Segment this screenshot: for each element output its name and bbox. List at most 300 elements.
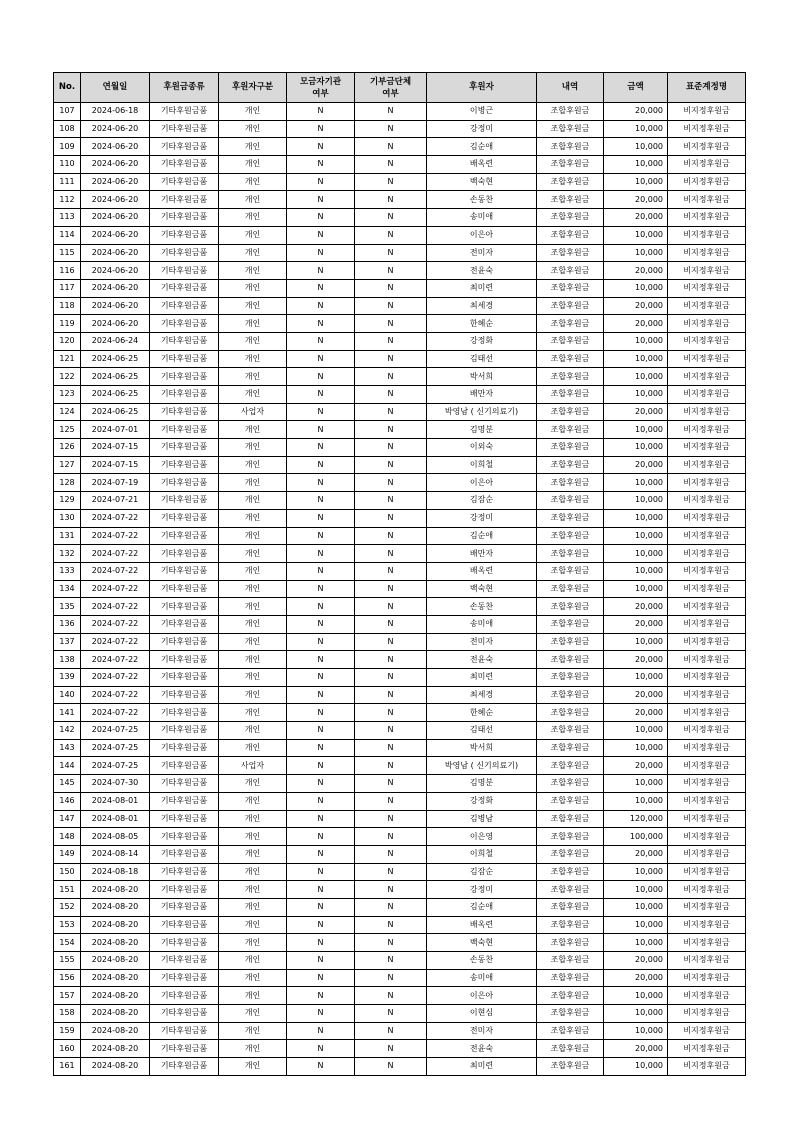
cell-type: 기타후원금품 xyxy=(150,669,219,687)
cell-date: 2024-07-22 xyxy=(81,633,150,651)
cell-donor: 김순애 xyxy=(427,138,537,156)
cell-account: 비지정후원금 xyxy=(668,615,746,633)
cell-group: N xyxy=(355,279,427,297)
table-row xyxy=(54,739,746,757)
cell-amount: 10,000 xyxy=(604,279,668,297)
cell-type: 기타후원금품 xyxy=(150,863,219,881)
cell-donor: 이은영 xyxy=(427,828,537,846)
cell-account: 비지정후원금 xyxy=(668,1005,746,1023)
table-row xyxy=(54,810,746,828)
cell-donor-class: 개인 xyxy=(219,1022,287,1040)
cell-fund-org: N xyxy=(287,1005,355,1023)
cell-no: 123 xyxy=(54,386,81,404)
cell-detail: 조합후원금 xyxy=(537,509,604,527)
cell-account: 비지정후원금 xyxy=(668,1040,746,1058)
cell-no: 111 xyxy=(54,173,81,191)
cell-fund-org: N xyxy=(287,509,355,527)
cell-no: 136 xyxy=(54,615,81,633)
cell-account: 비지정후원금 xyxy=(668,297,746,315)
cell-detail: 조합후원금 xyxy=(537,209,604,227)
cell-donor-class: 개인 xyxy=(219,863,287,881)
header-group xyxy=(355,73,427,103)
cell-account: 비지정후원금 xyxy=(668,315,746,333)
cell-donor-class: 개인 xyxy=(219,987,287,1005)
cell-fund-org: N xyxy=(287,403,355,421)
cell-fund-org: N xyxy=(287,315,355,333)
cell-detail: 조합후원금 xyxy=(537,138,604,156)
cell-group: N xyxy=(355,527,427,545)
cell-fund-org: N xyxy=(287,368,355,386)
cell-amount: 10,000 xyxy=(604,934,668,952)
cell-donor-class: 개인 xyxy=(219,262,287,280)
cell-amount: 10,000 xyxy=(604,332,668,350)
cell-account: 비지정후원금 xyxy=(668,722,746,740)
cell-group: N xyxy=(355,633,427,651)
cell-amount: 20,000 xyxy=(604,686,668,704)
cell-group: N xyxy=(355,421,427,439)
cell-group: N xyxy=(355,598,427,616)
cell-donor: 이외숙 xyxy=(427,439,537,457)
cell-no: 127 xyxy=(54,456,81,474)
cell-detail: 조합후원금 xyxy=(537,456,604,474)
table-row xyxy=(54,545,746,563)
cell-account: 비지정후원금 xyxy=(668,686,746,704)
cell-type: 기타후원금품 xyxy=(150,615,219,633)
table-row xyxy=(54,633,746,651)
cell-detail: 조합후원금 xyxy=(537,598,604,616)
cell-detail: 조합후원금 xyxy=(537,1022,604,1040)
cell-no: 128 xyxy=(54,474,81,492)
table-row xyxy=(54,845,746,863)
table-row xyxy=(54,191,746,209)
cell-no: 133 xyxy=(54,562,81,580)
cell-fund-org: N xyxy=(287,456,355,474)
cell-account: 비지정후원금 xyxy=(668,1058,746,1076)
table-row xyxy=(54,173,746,191)
cell-account: 비지정후원금 xyxy=(668,138,746,156)
cell-group: N xyxy=(355,1058,427,1076)
table-row xyxy=(54,1022,746,1040)
cell-date: 2024-07-22 xyxy=(81,669,150,687)
cell-donor: 한혜순 xyxy=(427,315,537,333)
cell-fund-org: N xyxy=(287,244,355,262)
cell-donor: 전윤숙 xyxy=(427,651,537,669)
cell-no: 120 xyxy=(54,332,81,350)
cell-date: 2024-07-22 xyxy=(81,615,150,633)
cell-fund-org: N xyxy=(287,810,355,828)
cell-donor: 백숙현 xyxy=(427,934,537,952)
cell-date: 2024-07-22 xyxy=(81,545,150,563)
cell-account: 비지정후원금 xyxy=(668,828,746,846)
cell-type: 기타후원금품 xyxy=(150,156,219,174)
cell-account: 비지정후원금 xyxy=(668,421,746,439)
table-row xyxy=(54,156,746,174)
cell-no: 109 xyxy=(54,138,81,156)
cell-no: 122 xyxy=(54,368,81,386)
cell-donor: 한혜순 xyxy=(427,704,537,722)
donation-table xyxy=(53,72,746,1076)
cell-amount: 20,000 xyxy=(604,297,668,315)
cell-fund-org: N xyxy=(287,421,355,439)
cell-donor-class: 개인 xyxy=(219,669,287,687)
cell-donor: 최미련 xyxy=(427,1058,537,1076)
cell-date: 2024-08-18 xyxy=(81,863,150,881)
cell-amount: 10,000 xyxy=(604,439,668,457)
cell-donor-class: 개인 xyxy=(219,368,287,386)
cell-date: 2024-06-20 xyxy=(81,297,150,315)
cell-amount: 10,000 xyxy=(604,722,668,740)
cell-date: 2024-07-15 xyxy=(81,456,150,474)
cell-type: 기타후원금품 xyxy=(150,315,219,333)
cell-amount: 20,000 xyxy=(604,615,668,633)
cell-amount: 20,000 xyxy=(604,952,668,970)
cell-date: 2024-06-25 xyxy=(81,368,150,386)
cell-detail: 조합후원금 xyxy=(537,916,604,934)
cell-detail: 조합후원금 xyxy=(537,757,604,775)
cell-group: N xyxy=(355,739,427,757)
cell-type: 기타후원금품 xyxy=(150,845,219,863)
cell-donor-class: 사업자 xyxy=(219,403,287,421)
cell-amount: 20,000 xyxy=(604,209,668,227)
cell-fund-org: N xyxy=(287,845,355,863)
cell-no: 118 xyxy=(54,297,81,315)
cell-type: 기타후원금품 xyxy=(150,1040,219,1058)
cell-donor: 배옥련 xyxy=(427,916,537,934)
header-fund-org xyxy=(287,73,355,103)
cell-fund-org: N xyxy=(287,757,355,775)
table-row xyxy=(54,456,746,474)
cell-detail: 조합후원금 xyxy=(537,492,604,510)
cell-account: 비지정후원금 xyxy=(668,580,746,598)
cell-fund-org: N xyxy=(287,615,355,633)
cell-fund-org: N xyxy=(287,1040,355,1058)
cell-fund-org: N xyxy=(287,492,355,510)
cell-detail: 조합후원금 xyxy=(537,580,604,598)
cell-detail: 조합후원금 xyxy=(537,704,604,722)
cell-date: 2024-07-30 xyxy=(81,775,150,793)
cell-date: 2024-07-22 xyxy=(81,562,150,580)
table-row xyxy=(54,120,746,138)
cell-amount: 10,000 xyxy=(604,987,668,1005)
cell-no: 161 xyxy=(54,1058,81,1076)
cell-donor-class: 개인 xyxy=(219,527,287,545)
cell-detail: 조합후원금 xyxy=(537,969,604,987)
cell-donor-class: 개인 xyxy=(219,969,287,987)
cell-detail: 조합후원금 xyxy=(537,775,604,793)
cell-date: 2024-06-20 xyxy=(81,279,150,297)
cell-detail: 조합후원금 xyxy=(537,262,604,280)
cell-donor: 백숙현 xyxy=(427,173,537,191)
header-amount: 금액 xyxy=(604,73,668,103)
cell-detail: 조합후원금 xyxy=(537,403,604,421)
cell-donor-class: 개인 xyxy=(219,704,287,722)
cell-date: 2024-08-20 xyxy=(81,952,150,970)
cell-no: 149 xyxy=(54,845,81,863)
cell-no: 131 xyxy=(54,527,81,545)
cell-no: 160 xyxy=(54,1040,81,1058)
cell-amount: 10,000 xyxy=(604,775,668,793)
cell-amount: 20,000 xyxy=(604,1040,668,1058)
cell-date: 2024-07-22 xyxy=(81,598,150,616)
cell-donor-class: 개인 xyxy=(219,226,287,244)
table-row xyxy=(54,686,746,704)
cell-date: 2024-08-20 xyxy=(81,1005,150,1023)
cell-amount: 20,000 xyxy=(604,651,668,669)
cell-date: 2024-06-20 xyxy=(81,138,150,156)
cell-no: 141 xyxy=(54,704,81,722)
cell-donor: 김병남 xyxy=(427,810,537,828)
cell-amount: 10,000 xyxy=(604,156,668,174)
cell-donor: 배만자 xyxy=(427,386,537,404)
cell-detail: 조합후원금 xyxy=(537,350,604,368)
cell-type: 기타후원금품 xyxy=(150,332,219,350)
cell-donor-class: 개인 xyxy=(219,279,287,297)
cell-donor-class: 개인 xyxy=(219,686,287,704)
cell-group: N xyxy=(355,332,427,350)
cell-account: 비지정후원금 xyxy=(668,279,746,297)
cell-donor: 손동찬 xyxy=(427,952,537,970)
cell-detail: 조합후원금 xyxy=(537,810,604,828)
table-row xyxy=(54,669,746,687)
cell-fund-org: N xyxy=(287,952,355,970)
cell-donor-class: 개인 xyxy=(219,545,287,563)
cell-fund-org: N xyxy=(287,209,355,227)
table-row xyxy=(54,492,746,510)
cell-no: 124 xyxy=(54,403,81,421)
cell-account: 비지정후원금 xyxy=(668,244,746,262)
cell-donor: 최세경 xyxy=(427,297,537,315)
cell-account: 비지정후원금 xyxy=(668,474,746,492)
cell-detail: 조합후원금 xyxy=(537,739,604,757)
cell-donor-class: 개인 xyxy=(219,1005,287,1023)
cell-detail: 조합후원금 xyxy=(537,368,604,386)
cell-donor-class: 개인 xyxy=(219,138,287,156)
cell-no: 114 xyxy=(54,226,81,244)
cell-donor: 전미자 xyxy=(427,244,537,262)
cell-donor: 최미련 xyxy=(427,279,537,297)
cell-fund-org: N xyxy=(287,103,355,121)
cell-date: 2024-07-25 xyxy=(81,739,150,757)
cell-group: N xyxy=(355,103,427,121)
cell-amount: 10,000 xyxy=(604,545,668,563)
cell-account: 비지정후원금 xyxy=(668,350,746,368)
cell-amount: 10,000 xyxy=(604,580,668,598)
table-row xyxy=(54,969,746,987)
cell-no: 112 xyxy=(54,191,81,209)
cell-group: N xyxy=(355,969,427,987)
cell-group: N xyxy=(355,562,427,580)
header-date: 연월일 xyxy=(81,73,150,103)
table-row xyxy=(54,952,746,970)
cell-amount: 10,000 xyxy=(604,244,668,262)
cell-type: 기타후원금품 xyxy=(150,120,219,138)
cell-type: 기타후원금품 xyxy=(150,279,219,297)
cell-type: 기타후원금품 xyxy=(150,757,219,775)
cell-detail: 조합후원금 xyxy=(537,103,604,121)
header-donor: 후원자 xyxy=(427,73,537,103)
cell-fund-org: N xyxy=(287,863,355,881)
cell-type: 기타후원금품 xyxy=(150,651,219,669)
cell-group: N xyxy=(355,120,427,138)
cell-account: 비지정후원금 xyxy=(668,403,746,421)
cell-donor-class: 개인 xyxy=(219,722,287,740)
cell-detail: 조합후원금 xyxy=(537,527,604,545)
cell-type: 기타후원금품 xyxy=(150,898,219,916)
cell-group: N xyxy=(355,456,427,474)
cell-donor-class: 개인 xyxy=(219,775,287,793)
cell-fund-org: N xyxy=(287,722,355,740)
cell-group: N xyxy=(355,156,427,174)
cell-type: 기타후원금품 xyxy=(150,421,219,439)
table-row xyxy=(54,386,746,404)
cell-account: 비지정후원금 xyxy=(668,898,746,916)
cell-donor-class: 개인 xyxy=(219,509,287,527)
cell-group: N xyxy=(355,810,427,828)
cell-date: 2024-06-20 xyxy=(81,244,150,262)
cell-donor: 김태선 xyxy=(427,722,537,740)
cell-type: 기타후원금품 xyxy=(150,173,219,191)
cell-donor-class: 개인 xyxy=(219,598,287,616)
cell-detail: 조합후원금 xyxy=(537,1058,604,1076)
cell-date: 2024-08-01 xyxy=(81,792,150,810)
cell-fund-org: N xyxy=(287,651,355,669)
cell-account: 비지정후원금 xyxy=(668,191,746,209)
cell-amount: 10,000 xyxy=(604,1058,668,1076)
cell-donor: 배만자 xyxy=(427,545,537,563)
cell-fund-org: N xyxy=(287,969,355,987)
cell-group: N xyxy=(355,439,427,457)
cell-type: 기타후원금품 xyxy=(150,580,219,598)
cell-date: 2024-08-20 xyxy=(81,1040,150,1058)
cell-no: 138 xyxy=(54,651,81,669)
cell-donor-class: 개인 xyxy=(219,173,287,191)
table-row xyxy=(54,262,746,280)
cell-date: 2024-07-15 xyxy=(81,439,150,457)
cell-type: 기타후원금품 xyxy=(150,969,219,987)
cell-no: 126 xyxy=(54,439,81,457)
cell-no: 142 xyxy=(54,722,81,740)
cell-no: 116 xyxy=(54,262,81,280)
cell-group: N xyxy=(355,669,427,687)
cell-account: 비지정후원금 xyxy=(668,456,746,474)
cell-amount: 10,000 xyxy=(604,368,668,386)
cell-fund-org: N xyxy=(287,226,355,244)
cell-detail: 조합후원금 xyxy=(537,315,604,333)
cell-date: 2024-07-22 xyxy=(81,686,150,704)
cell-donor-class: 개인 xyxy=(219,739,287,757)
cell-detail: 조합후원금 xyxy=(537,421,604,439)
table-row xyxy=(54,315,746,333)
cell-fund-org: N xyxy=(287,898,355,916)
cell-donor-class: 개인 xyxy=(219,580,287,598)
cell-group: N xyxy=(355,1005,427,1023)
cell-group: N xyxy=(355,173,427,191)
cell-donor-class: 개인 xyxy=(219,845,287,863)
cell-donor-class: 개인 xyxy=(219,156,287,174)
cell-account: 비지정후원금 xyxy=(668,669,746,687)
cell-detail: 조합후원금 xyxy=(537,898,604,916)
cell-account: 비지정후원금 xyxy=(668,209,746,227)
table-row xyxy=(54,439,746,457)
cell-donor-class: 개인 xyxy=(219,191,287,209)
cell-date: 2024-06-20 xyxy=(81,156,150,174)
cell-amount: 10,000 xyxy=(604,492,668,510)
cell-amount: 20,000 xyxy=(604,315,668,333)
cell-account: 비지정후원금 xyxy=(668,651,746,669)
cell-account: 비지정후원금 xyxy=(668,226,746,244)
cell-account: 비지정후원금 xyxy=(668,810,746,828)
cell-date: 2024-07-25 xyxy=(81,757,150,775)
table-row xyxy=(54,704,746,722)
cell-account: 비지정후원금 xyxy=(668,332,746,350)
cell-donor-class: 개인 xyxy=(219,244,287,262)
cell-group: N xyxy=(355,386,427,404)
cell-date: 2024-07-22 xyxy=(81,704,150,722)
cell-date: 2024-06-24 xyxy=(81,332,150,350)
cell-account: 비지정후원금 xyxy=(668,156,746,174)
cell-no: 132 xyxy=(54,545,81,563)
cell-donor: 강정미 xyxy=(427,881,537,899)
table-row xyxy=(54,598,746,616)
header-detail: 내역 xyxy=(537,73,604,103)
cell-donor-class: 개인 xyxy=(219,209,287,227)
cell-date: 2024-08-14 xyxy=(81,845,150,863)
cell-donor: 김잠순 xyxy=(427,863,537,881)
cell-detail: 조합후원금 xyxy=(537,669,604,687)
cell-amount: 20,000 xyxy=(604,403,668,421)
cell-account: 비지정후원금 xyxy=(668,562,746,580)
cell-fund-org: N xyxy=(287,739,355,757)
cell-detail: 조합후원금 xyxy=(537,934,604,952)
cell-no: 130 xyxy=(54,509,81,527)
cell-type: 기타후원금품 xyxy=(150,952,219,970)
cell-fund-org: N xyxy=(287,775,355,793)
cell-account: 비지정후원금 xyxy=(668,863,746,881)
cell-no: 140 xyxy=(54,686,81,704)
cell-donor-class: 개인 xyxy=(219,828,287,846)
cell-donor: 강정미 xyxy=(427,509,537,527)
cell-no: 113 xyxy=(54,209,81,227)
cell-type: 기타후원금품 xyxy=(150,244,219,262)
cell-amount: 10,000 xyxy=(604,386,668,404)
cell-detail: 조합후원금 xyxy=(537,792,604,810)
cell-no: 158 xyxy=(54,1005,81,1023)
cell-donor-class: 개인 xyxy=(219,103,287,121)
cell-group: N xyxy=(355,509,427,527)
cell-amount: 20,000 xyxy=(604,598,668,616)
cell-date: 2024-06-25 xyxy=(81,386,150,404)
table-row xyxy=(54,863,746,881)
cell-group: N xyxy=(355,987,427,1005)
cell-date: 2024-08-01 xyxy=(81,810,150,828)
cell-amount: 20,000 xyxy=(604,704,668,722)
cell-detail: 조합후원금 xyxy=(537,651,604,669)
cell-fund-org: N xyxy=(287,156,355,174)
cell-date: 2024-08-20 xyxy=(81,1058,150,1076)
header-group-line2: 여부 xyxy=(382,88,399,99)
cell-donor-class: 개인 xyxy=(219,952,287,970)
cell-no: 150 xyxy=(54,863,81,881)
cell-no: 121 xyxy=(54,350,81,368)
cell-no: 157 xyxy=(54,987,81,1005)
cell-type: 기타후원금품 xyxy=(150,350,219,368)
cell-donor-class: 개인 xyxy=(219,810,287,828)
cell-type: 기타후원금품 xyxy=(150,138,219,156)
cell-donor-class: 개인 xyxy=(219,492,287,510)
cell-account: 비지정후원금 xyxy=(668,598,746,616)
cell-detail: 조합후원금 xyxy=(537,722,604,740)
cell-amount: 20,000 xyxy=(604,456,668,474)
